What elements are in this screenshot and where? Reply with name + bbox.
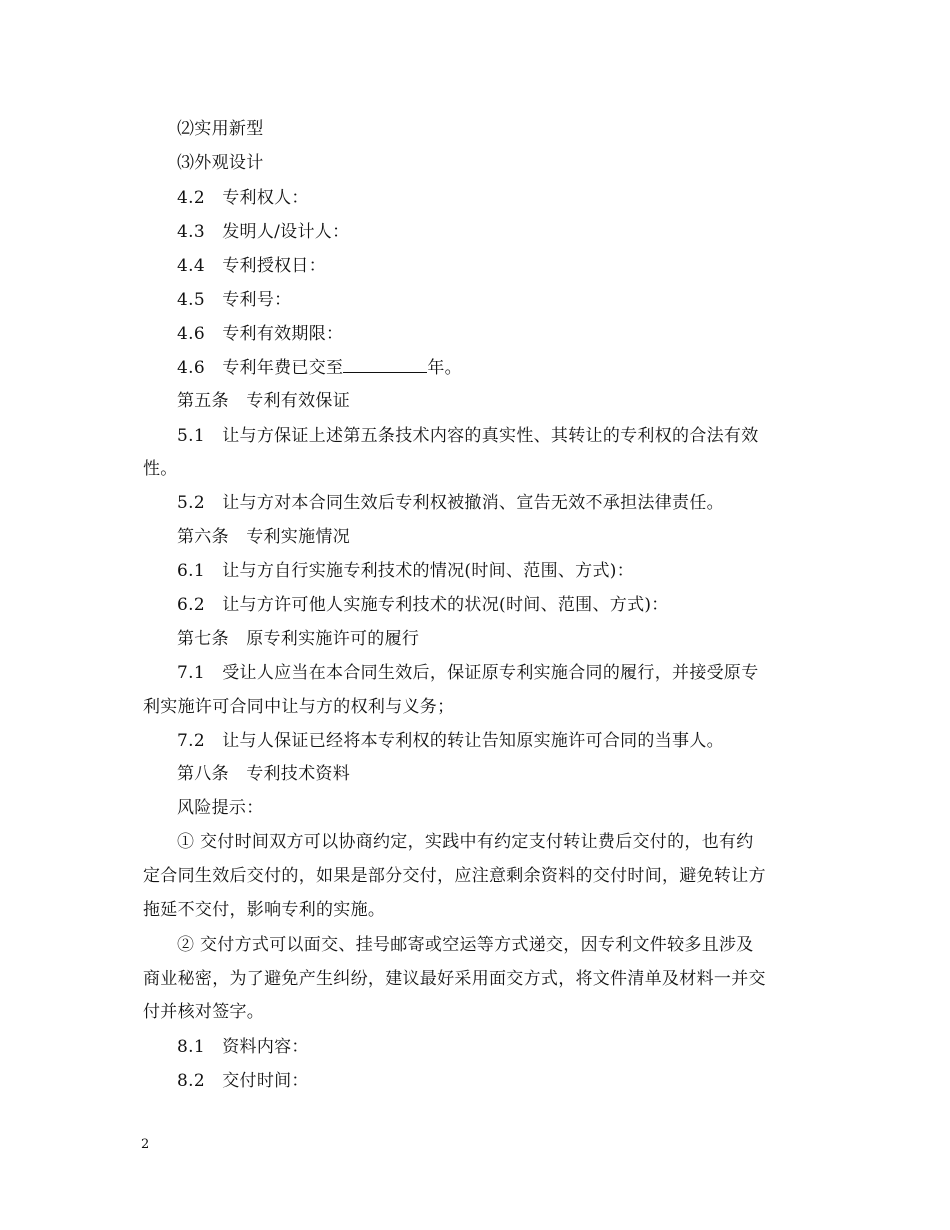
- clause-4-2: 4.2 专利权人：: [177, 188, 309, 208]
- risk-point-1: ① 交付时间双方可以协商约定，实践中有约定支付转让费后交付的，也有约: [177, 832, 754, 852]
- clause-4-4: 4.4 专利授权日：: [177, 256, 327, 276]
- article-5-heading: 第五条 专利有效保证: [177, 391, 350, 411]
- clause-4-6-annual-fee: [177, 356, 462, 379]
- clause-8-1: 8.1 资料内容：: [177, 1037, 309, 1057]
- clause-5-1: 5.1 让与方保证上述第五条技术内容的真实性、其转让的专利权的合法有效: [177, 426, 759, 446]
- clause-6-2: 6.2 让与方许可他人实施专利技术的状况(时间、范围、方式)：: [177, 595, 669, 615]
- clause-4-5: 4.5 专利号：: [177, 290, 292, 310]
- risk-point-1-cont-a: 定合同生效后交付的，如果是部分交付，应注意剩余资料的交付时间，避免转让方: [143, 866, 766, 886]
- article-7-heading: 第七条 原专利实施许可的履行: [177, 629, 420, 649]
- risk-point-2-cont-a: 商业秘密，为了避免产生纠纷，建议最好采用面交方式，将文件清单及材料一并交: [143, 969, 766, 989]
- clause-8-2: 8.2 交付时间：: [177, 1071, 309, 1091]
- risk-point-1-cont-b: 拖延不交付，影响专利的实施。: [143, 900, 386, 920]
- risk-notice-heading: 风险提示：: [177, 798, 264, 818]
- fill-in-blank: [343, 356, 427, 373]
- page-number: 2: [141, 1137, 150, 1152]
- clause-7-2: 7.2 让与人保证已经将本专利权的转让告知原实施许可合同的当事人。: [177, 731, 724, 751]
- clause-7-1-cont: 利实施许可合同中让与方的权利与义务；: [143, 697, 455, 717]
- risk-point-2-cont-b: 付并核对签字。: [143, 1002, 265, 1022]
- article-6-heading: 第六条 专利实施情况: [177, 527, 350, 547]
- item-utility-model: ⑵实用新型: [177, 119, 264, 139]
- fee-year-suffix: 年。: [427, 358, 462, 378]
- fee-text: 4.6 专利年费已交至: [177, 358, 344, 378]
- item-design: ⑶外观设计: [177, 153, 264, 173]
- article-8-heading: 第八条 专利技术资料: [177, 764, 350, 784]
- clause-5-2: 5.2 让与方对本合同生效后专利权被撤消、宣告无效不承担法律责任。: [177, 493, 724, 513]
- clause-4-3: 4.3 发明人/设计人：: [177, 222, 350, 242]
- clause-6-1: 6.1 让与方自行实施专利技术的情况(时间、范围、方式)：: [177, 561, 634, 581]
- clause-4-6-validity: 4.6 专利有效期限：: [177, 324, 344, 344]
- clause-7-1: 7.1 受让人应当在本合同生效后，保证原专利实施合同的履行，并接受原专: [177, 663, 759, 683]
- risk-point-2: ② 交付方式可以面交、挂号邮寄或空运等方式递交，因专利文件较多且涉及: [177, 935, 754, 955]
- clause-5-1-cont: 性。: [143, 459, 178, 479]
